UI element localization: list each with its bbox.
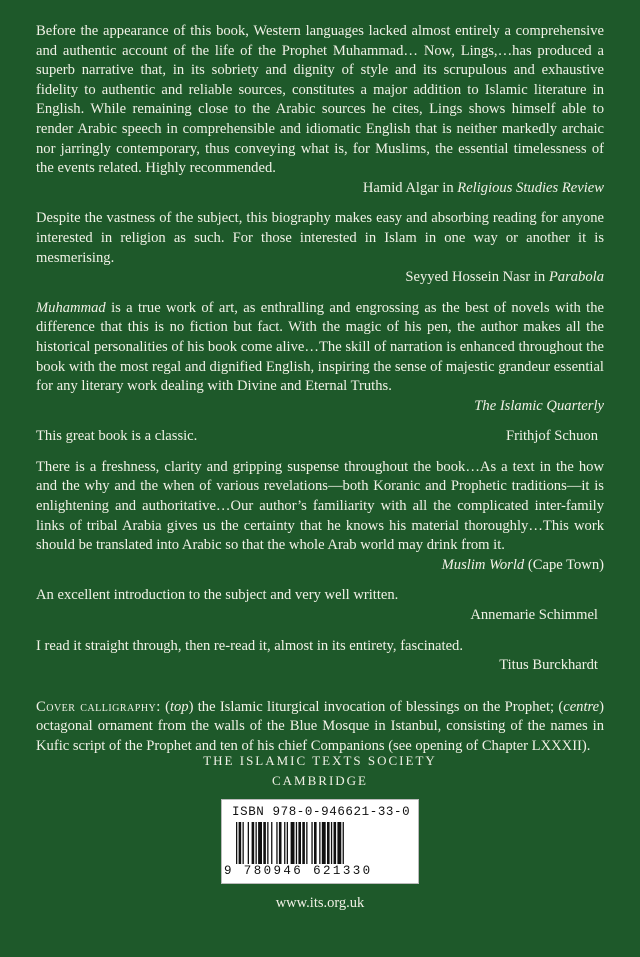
review-source: Frithjof Schuon — [505, 428, 598, 445]
review-text: I read it straight through, then re-read it, almost in its entirety, fascinated. — [36, 637, 464, 654]
barcode-digits: 9 780946 621330 — [224, 864, 373, 878]
website-url: www.its.org.uk — [275, 895, 365, 911]
review-source: Seyyed Hossein Nasr in Parabola — [405, 269, 604, 286]
review-burckhardt — [36, 637, 604, 676]
review-text: An excellent introduction to the subject and very well written. — [36, 587, 399, 604]
reviews-column — [36, 22, 604, 757]
review-text: Before the appearance of this book, Western languages lacked almost entirely a comprehensive and authentic account of the life of the Prophet Muhammad… Now, Lings,…has produced a superb narrative that, in its sobriety and dignity of style and its scrupulous and exhaustive fidelity to authentic and reliable sources, constitutes a major addition to Islamic literature in English. While remaining close to the Arabic sources he cites, Lings shows himself able to render Arabic speech in comprehensible and idiomatic English that is neither markedly archaic nor jarringly contemporary, thus conveying what is, for Muslims, the essential timelessness of the events related. Highly recommended. — [36, 23, 604, 177]
isbn-label: ISBN 978-0-946621-33-0 — [232, 805, 411, 819]
publisher-name: THE ISLAMIC TEXTS SOCIETY — [203, 753, 437, 768]
cover-calligraphy-note: Cover calligraphy: (top) the Islamic liturgical invocation of blessings on the Prophet; (centre) octagonal ornament from the walls of the Blue Mosque in Istanbul, consisting of the names in Kufic script of the Prophet and ten of his chief Companions (see opening of Chapter LXXXII). — [36, 698, 605, 754]
barcode-icon — [236, 822, 404, 864]
review-schuon — [36, 427, 604, 447]
review-algar — [36, 22, 604, 198]
review-islamic-quarterly — [36, 299, 604, 417]
publisher-city: CAMBRIDGE — [271, 773, 368, 788]
review-source: Muslim World (Cape Town) — [441, 556, 604, 573]
review-source: Annemarie Schimmel — [470, 607, 598, 624]
review-text: There is a freshness, clarity and gripping suspense throughout the book…As a text in the how and the why and the when of various revelations—both Koranic and Prophetic traditions—it is enlightening and authoritative…Our author’s familiarity with all the complicated inter-family links of tribal Arabia gives us the certainty that he knows his material thoroughly…This work should be translated into Arabic so that the whole Arab world may drink from it. — [36, 458, 604, 554]
review-muslim-world — [36, 458, 604, 576]
review-source: Titus Burckhardt — [499, 657, 598, 674]
review-source: Hamid Algar in Religious Studies Review — [362, 179, 604, 196]
review-schimmel — [36, 586, 604, 625]
isbn-barcode — [221, 799, 419, 884]
review-text: Muhammad is a true work of art, as enthralling and engrossing as the best of novels with the difference that this is no fiction but fact. With the magic of his pen, the author makes all the historical personalities of his book come alive…The skill of narration is enhanced throughout the book with the most regal and dignified English, inspiring the sense of majestic grandeur essential for any literary work dealing with Divine and Eternal Truths. — [36, 299, 604, 395]
review-text: This great book is a classic. — [36, 428, 198, 445]
review-nasr — [36, 209, 604, 287]
publisher-imprint — [0, 751, 640, 791]
review-source: The Islamic Quarterly — [474, 397, 604, 414]
review-text: Despite the vastness of the subject, this biography makes easy and absorbing reading for anyone interested in religion as such. For those interested in Islam in one way or another it is mesmerising. — [36, 210, 604, 266]
